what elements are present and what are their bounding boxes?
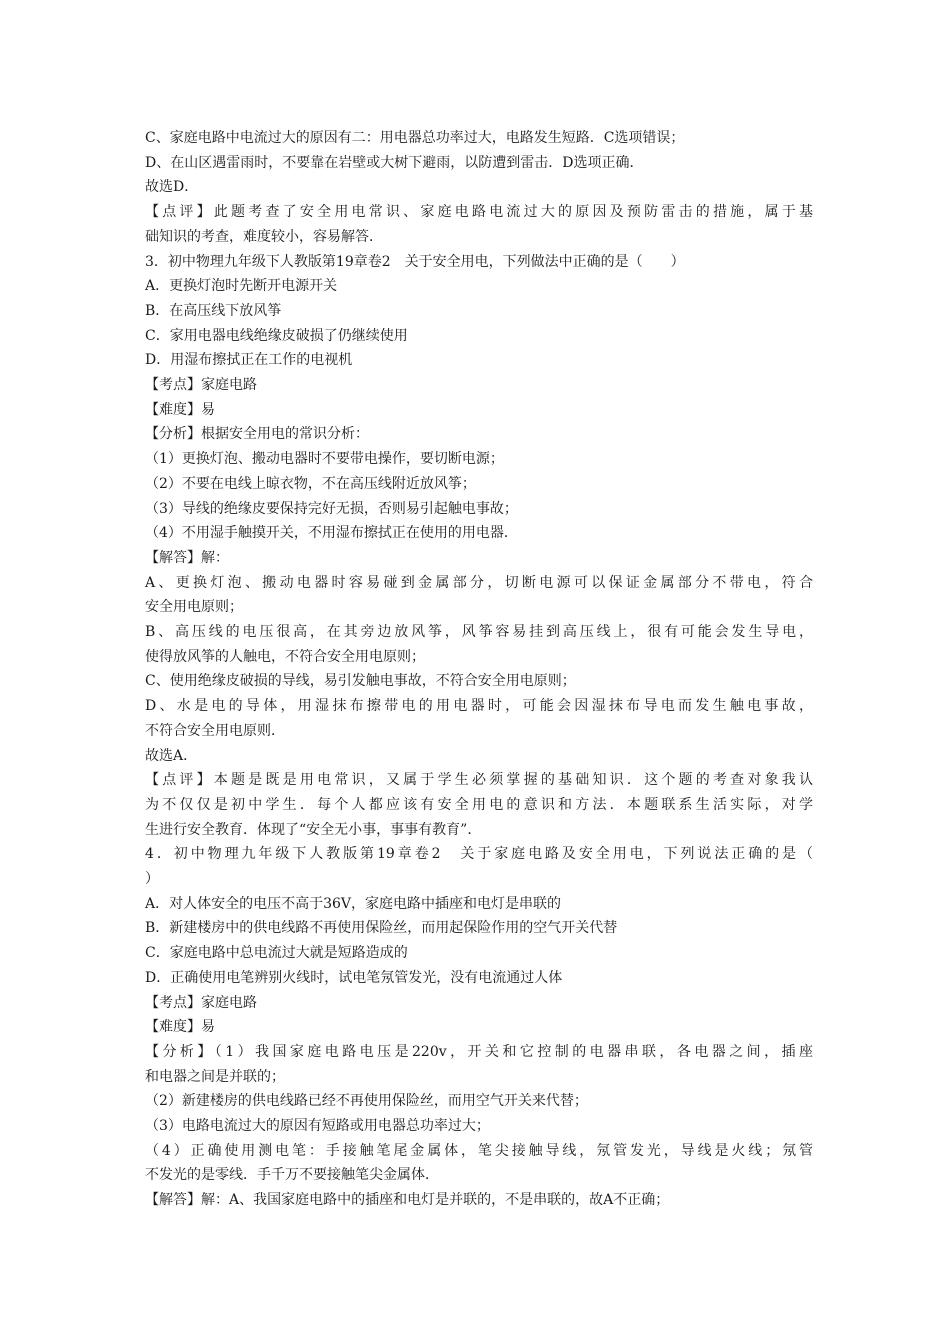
text-line: 【解答】解：A、我国家庭电路中的插座和电灯是并联的，不是串联的，故A不正确； [145,1192,670,1209]
text-line: B．在高压线下放风筝 [145,302,282,319]
text-line: C、使用绝缘皮破损的导线，易引发触电事故，不符合安全用电原则； [145,673,576,690]
text-line: 【难度】易 [145,1019,215,1036]
text-line: 【解答】解： [145,549,229,566]
text-line: （4）正确使用测电笔：手接触笔尾金属体，笔尖接触导线，氖管发光，导线是火线；氖管 [145,1142,813,1159]
text-line: 生进行安全教育．体现了“安全无小事，事事有教育”． [145,821,482,838]
text-line: 础知识的考查，难度较小，容易解答． [145,228,383,245]
text-line: D．正确使用电笔辨别火线时，试电笔氖管发光，没有电流通过人体 [145,969,563,986]
text-line: A．对人体安全的电压不高于36V，家庭电路中插座和电灯是串联的 [145,895,562,912]
text-line: 3．初中物理九年级下人教版第19章卷2 关于安全用电，下列做法中正确的是（ ） [145,253,685,270]
text-line: C．家庭电路中总电流过大就是短路造成的 [145,945,408,962]
text-line: 不符合安全用电原则． [145,722,285,739]
document-body [145,126,813,1213]
text-line: ） [145,870,159,887]
text-line: D、水是电的导体，用湿抹布擦带电的用电器时，可能会因湿抹布导电而发生触电事故， [145,698,813,715]
text-line: 【点评】本题是既是用电常识，又属于学生必须掌握的基础知识．这个题的考查对象我认 [145,772,813,789]
text-line: （1）更换灯泡、搬动电器时不要带电操作，要切断电源； [145,451,504,468]
text-line: 【考点】家庭电路 [145,377,257,394]
text-line: D．用湿布擦拭正在工作的电视机 [145,352,353,369]
text-line: 和电器之间是并联的； [145,1068,285,1085]
text-line: 4．初中物理九年级下人教版第19章卷2 关于家庭电路及安全用电，下列说法正确的是（ [145,846,813,863]
text-line: 【分析】根据安全用电的常识分析： [145,426,369,443]
text-line: （2）新建楼房的供电线路已经不再使用保险丝，而用空气开关来代替； [145,1093,588,1110]
text-line: C．家用电器电线绝缘皮破损了仍继续使用 [145,327,408,344]
text-line: A、更换灯泡、搬动电器时容易碰到金属部分，切断电源可以保证金属部分不带电，符合 [145,574,813,591]
text-line: 故选D． [145,179,199,196]
text-line: （4）不用湿手触摸开关，不用湿布擦拭正在使用的用电器． [145,525,518,542]
text-line: 安全用电原则； [145,599,243,616]
text-line: 使得放风筝的人触电，不符合安全用电原则； [145,648,425,665]
text-line: 【分析】（1）我国家庭电路电压是220v，开关和它控制的电器串联，各电器之间，插座 [145,1043,813,1060]
text-line: D、在山区遇雷雨时，不要靠在岩壁或大树下避雨，以防遭到雷击．D选项正确． [145,154,644,171]
text-line: （3）导线的绝缘皮要保持完好无损，否则易引起触电事故； [145,500,518,517]
text-line: 【难度】易 [145,401,215,418]
text-line: 【点评】此题考查了安全用电常识、家庭电路电流过大的原因及预防雷击的措施，属于基 [145,204,813,221]
text-line: C、家庭电路中电流过大的原因有二：用电器总功率过大，电路发生短路．C选项错误； [145,130,685,146]
text-line: （3）电路电流过大的原因有短路或用电器总功率过大； [145,1118,490,1134]
text-line: 不发光的是零线．手千万不要接触笔尖金属体． [145,1167,439,1184]
text-line: 【考点】家庭电路 [145,994,257,1011]
text-line: 故选A． [145,747,198,764]
text-line: （2）不要在电线上晾衣物，不在高压线附近放风筝； [145,475,476,492]
text-line: B．新建楼房中的供电线路不再使用保险丝，而用起保险作用的空气开关代替 [145,920,618,937]
text-line: B、高压线的电压很高，在其旁边放风筝，风筝容易挂到高压线上，很有可能会发生导电， [145,624,813,641]
text-line: A．更换灯泡时先断开电源开关 [145,278,338,295]
text-line: 为不仅仅是初中学生．每个人都应该有安全用电的意识和方法．本题联系生活实际，对学 [145,796,813,813]
